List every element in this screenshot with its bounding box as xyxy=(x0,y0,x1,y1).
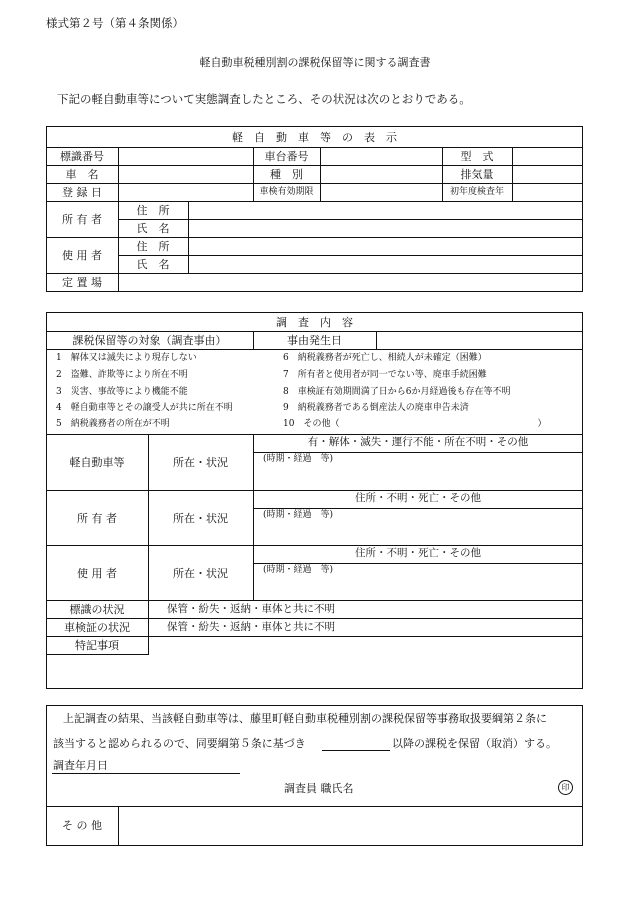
plate-status-options: 保管・紛失・返納・車体と共に不明 xyxy=(167,603,335,615)
reservation-start-field[interactable] xyxy=(322,735,390,750)
owner-name-field[interactable] xyxy=(189,220,582,237)
owner-status-field[interactable] xyxy=(254,521,582,544)
reason-item: 10 その他（ ） xyxy=(283,419,547,429)
label-inspector: 調査員 職氏名 xyxy=(284,782,354,795)
label-whereabouts: 所在・状況 xyxy=(173,567,228,580)
inspection-expiry-field[interactable] xyxy=(321,184,441,201)
vehicle-status-options: 有・解体・滅失・運行不能・所在不明・その他 xyxy=(307,436,529,448)
label-plate-status: 標識の状況 xyxy=(69,603,125,616)
occurrence-date-field[interactable] xyxy=(377,332,582,349)
label-whereabouts: 所在・状況 xyxy=(173,456,228,469)
user-period-note: (時期・経過 等) xyxy=(263,565,334,575)
conclusion-line-2b: 以降の課税を保留（取消）する。 xyxy=(392,737,557,750)
intro-text: 下記の軽自動車等について実態調査したところ、その状況は次のとおりである。 xyxy=(57,92,471,106)
displacement-field[interactable] xyxy=(513,166,582,183)
user-address-field[interactable] xyxy=(189,238,582,255)
document-title: 軽自動車税種別割の課税保留等に関する調査書 xyxy=(199,56,431,69)
vehicle-status-field[interactable] xyxy=(254,465,582,489)
seal-mark: 印 xyxy=(558,780,573,795)
label-whereabouts: 所在・状況 xyxy=(173,512,228,525)
label-status-user: 使 用 者 xyxy=(77,567,117,580)
vehicle-period-note: (時期・経過 等) xyxy=(263,454,334,464)
label-other: そ の 他 xyxy=(62,819,102,832)
label-vehicle-name: 車 名 xyxy=(65,168,99,181)
plate-number-field[interactable] xyxy=(119,148,252,165)
label-user-name: 氏 名 xyxy=(136,258,170,271)
reason-item: 1 解体又は滅失により現存しない xyxy=(56,353,197,363)
label-survey-target: 課税保留等の対象（調査事由） xyxy=(72,334,227,347)
reason-item: 3 災害、事故等により機能不能 xyxy=(56,387,188,397)
conclusion-line-2a: 該当すると認められるので、同要綱第５条に基づき xyxy=(53,737,306,750)
label-status-owner: 所 有 者 xyxy=(77,512,117,525)
vehicle-section-title: 軽 自 動 車 等 の 表 示 xyxy=(232,131,397,144)
reason-item: 8 車検証有効期間満了日から6か月経過後も存在等不明 xyxy=(283,387,511,397)
survey-date-field[interactable] xyxy=(120,758,238,772)
user-name-field[interactable] xyxy=(189,256,582,273)
type-field[interactable] xyxy=(321,166,441,183)
label-model: 型 式 xyxy=(460,150,494,163)
label-owner: 所 有 者 xyxy=(62,213,102,226)
owner-status-options: 住所・不明・死亡・その他 xyxy=(355,492,481,504)
label-storage-location: 定 置 場 xyxy=(62,276,102,289)
vehicle-name-field[interactable] xyxy=(119,166,252,183)
reason-item: 5 納税義務者の所在が不明 xyxy=(56,419,170,429)
label-chassis-number: 車台番号 xyxy=(264,150,309,163)
label-status-vehicle: 軽自動車等 xyxy=(69,456,125,469)
reason-item: 9 納税義務者である倒産法人の廃車申告未済 xyxy=(283,403,469,413)
label-remarks: 特記事項 xyxy=(75,639,119,652)
label-registration-date: 登 録 日 xyxy=(62,186,102,199)
remarks-field[interactable] xyxy=(150,638,582,687)
owner-period-note: (時期・経過 等) xyxy=(263,510,334,520)
label-user: 使 用 者 xyxy=(62,249,102,262)
owner-address-field[interactable] xyxy=(189,202,582,219)
reason-item: 2 盗難、詐欺等により所在不明 xyxy=(56,370,188,380)
label-owner-name: 氏 名 xyxy=(136,222,170,235)
user-status-options: 住所・不明・死亡・その他 xyxy=(355,547,481,559)
registration-date-field[interactable] xyxy=(119,184,252,201)
form-number: 様式第２号（第４条関係） xyxy=(46,16,184,30)
inspector-name-field[interactable] xyxy=(365,779,555,794)
survey-section-title: 調 査 内 容 xyxy=(276,316,353,329)
conclusion-line-1: 上記調査の結果、当該軽自動車等は、藤里町軽自動車税種別割の課税保留等事務取扱要綱第２条に xyxy=(63,712,547,725)
user-status-field[interactable] xyxy=(254,576,582,599)
label-displacement: 排気量 xyxy=(460,168,494,181)
label-type: 種 別 xyxy=(270,168,303,181)
reason-item: 6 納税義務者が死亡し、相続人が未確定（困難） xyxy=(283,353,487,363)
reason-item: 7 所有者と使用者が同一でない等、廃車手続困難 xyxy=(283,370,487,380)
label-occurrence-date: 事由発生日 xyxy=(287,334,342,347)
label-plate-number: 標識番号 xyxy=(60,150,104,163)
label-owner-address: 住 所 xyxy=(136,204,170,217)
chassis-number-field[interactable] xyxy=(321,148,441,165)
label-certificate-status: 車検証の状況 xyxy=(64,621,130,634)
storage-location-field[interactable] xyxy=(119,274,582,291)
first-inspection-year-field[interactable] xyxy=(513,184,582,201)
model-field[interactable] xyxy=(513,148,582,165)
label-inspection-expiry: 車検有効期限 xyxy=(259,187,314,197)
certificate-status-options: 保管・紛失・返納・車体と共に不明 xyxy=(167,621,335,633)
label-user-address: 住 所 xyxy=(136,240,170,253)
label-survey-date: 調査年月日 xyxy=(53,759,108,772)
label-first-inspection-year: 初年度検査年 xyxy=(449,187,504,197)
reason-item: 4 軽自動車等とその譲受人が共に所在不明 xyxy=(56,403,233,413)
other-field[interactable] xyxy=(119,807,582,845)
